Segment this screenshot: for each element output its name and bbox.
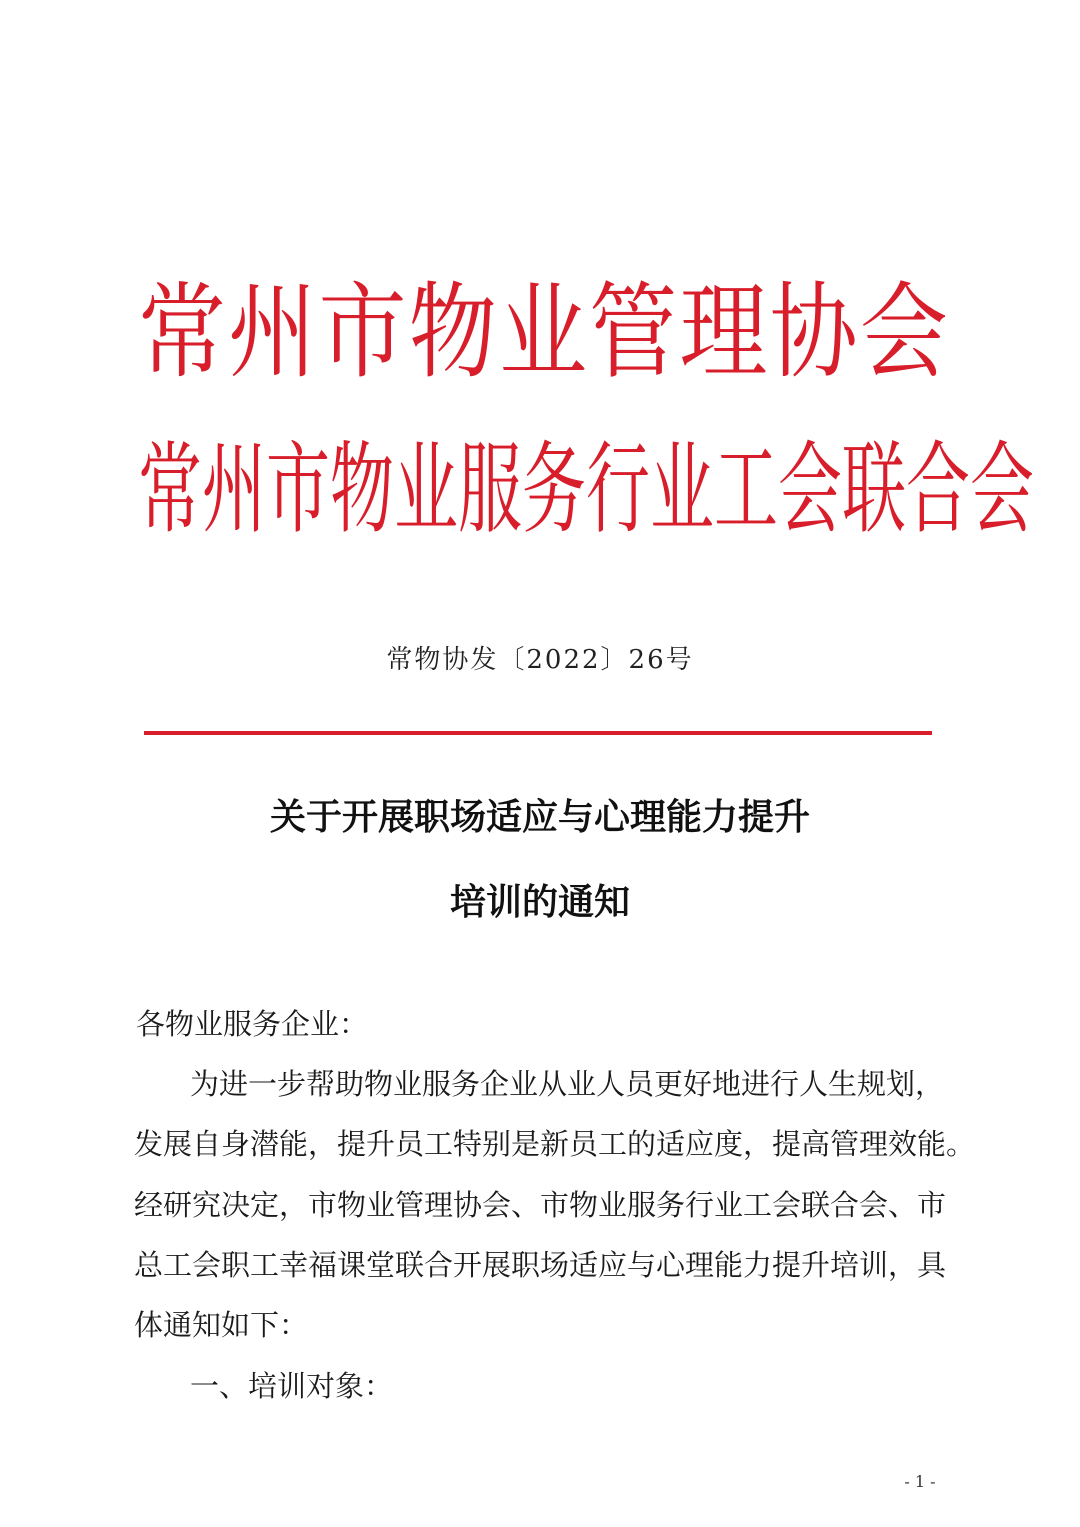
red-separator-line [144, 731, 932, 735]
org-char: 业 [498, 271, 587, 393]
org-char: 常 [138, 433, 202, 549]
section-heading-1: 一、培训对象： [190, 1369, 394, 1403]
salutation: 各物业服务企业： [136, 1007, 369, 1041]
org-char: 常 [138, 271, 227, 393]
issuing-org-name-2 [138, 398, 1034, 584]
paragraph-line-3: 经研究决定，市物业管理协会、市物业服务行业工会联合会、市 [134, 1188, 947, 1222]
org-char: 会 [970, 433, 1034, 549]
org-char: 物 [408, 271, 497, 393]
org-char: 合 [906, 433, 970, 549]
org-char: 联 [842, 433, 906, 549]
org-char: 理 [679, 271, 768, 393]
org-char: 服 [458, 433, 522, 549]
org-char: 州 [228, 271, 317, 393]
page-number: - 1 - [904, 1472, 936, 1491]
org-char: 州 [202, 433, 266, 549]
org-char: 市 [266, 433, 330, 549]
org-char: 管 [589, 271, 678, 393]
org-char: 会 [778, 433, 842, 549]
org-char: 会 [859, 271, 948, 393]
document-title-line-1: 关于开展职场适应与心理能力提升 [269, 797, 810, 838]
org-char: 物 [330, 433, 394, 549]
org-char: 务 [522, 433, 586, 549]
issuing-org-name-1 [138, 262, 948, 404]
org-char: 业 [394, 433, 458, 549]
paragraph-line-2: 发展自身潜能，提升员工特别是新员工的适应度，提高管理效能。 [134, 1127, 976, 1161]
org-char: 市 [318, 271, 407, 393]
paragraph-line-5: 体通知如下： [134, 1308, 309, 1342]
org-char: 行 [586, 433, 650, 549]
document-number: 常物协发〔2022〕26号 [386, 645, 694, 675]
paragraph-line-4: 总工会职工幸福课堂联合开展职场适应与心理能力提升培训，具 [134, 1248, 947, 1282]
document-title-line-2: 培训的通知 [449, 882, 630, 923]
org-char: 工 [714, 433, 778, 549]
org-char: 业 [650, 433, 714, 549]
org-char: 协 [769, 271, 858, 393]
paragraph-line-1: 为进一步帮助物业服务企业从业人员更好地进行人生规划， [190, 1067, 945, 1101]
